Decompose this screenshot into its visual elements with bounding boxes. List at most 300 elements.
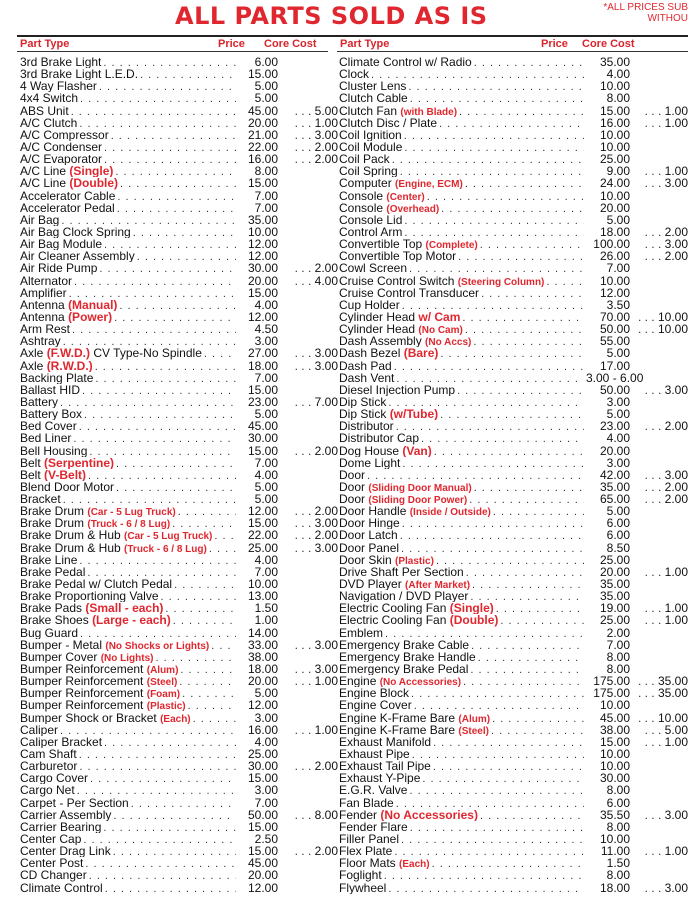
left-header-part-type: Part Type xyxy=(20,38,70,50)
part-row xyxy=(339,882,688,894)
core-cost-value: 1.00 xyxy=(664,602,688,615)
part-row xyxy=(20,129,338,141)
core-cost-cell xyxy=(630,845,688,857)
price-value: 23.00 xyxy=(247,395,278,409)
core-leader-dots: . . . xyxy=(644,493,665,506)
part-name-text: Air Bag Module xyxy=(20,238,103,251)
part-name-text: Console xyxy=(339,189,384,202)
part-name-text: Convertible Top xyxy=(339,238,423,251)
leader-dots xyxy=(457,385,584,396)
price-value: 18.00 xyxy=(247,359,278,372)
part-row xyxy=(20,469,338,481)
part-name xyxy=(339,80,406,92)
part-name xyxy=(20,360,93,372)
part-name-text: Ballast HID xyxy=(20,383,81,396)
part-qualifier: w/ Cam xyxy=(418,310,461,324)
part-name xyxy=(20,190,115,202)
part-name-text: CD Changer xyxy=(20,869,87,882)
price-value: 30.00 xyxy=(247,262,278,275)
core-leader-dots: . . . xyxy=(294,347,315,360)
price-value: 6.00 xyxy=(606,529,630,542)
part-name-text: Antenna xyxy=(20,298,65,311)
right-header-core-cost: Core Cost xyxy=(582,38,635,50)
core-cost-value: 3.00 xyxy=(314,128,338,141)
leader-dots xyxy=(209,543,236,554)
part-name xyxy=(339,578,470,590)
leader-dots xyxy=(409,263,584,274)
core-cost-cell xyxy=(278,517,338,529)
part-name xyxy=(339,420,394,432)
part-row xyxy=(339,311,688,323)
part-row xyxy=(20,92,338,104)
leader-dots xyxy=(103,57,236,68)
core-cost-value: 2.00 xyxy=(664,493,688,506)
part-name xyxy=(339,481,472,493)
part-name-text: Dash Pad xyxy=(339,359,392,372)
part-name xyxy=(339,760,431,772)
part-name-text: Brake Line xyxy=(20,553,78,566)
part-name xyxy=(339,117,437,129)
part-qualifier: (Plastic) xyxy=(146,701,186,712)
part-row xyxy=(20,809,338,821)
part-name xyxy=(339,396,386,408)
leader-dots xyxy=(155,652,236,663)
part-qualifier: (Center) xyxy=(386,191,425,202)
part-row xyxy=(339,432,688,444)
price-value: 16.00 xyxy=(247,153,278,166)
part-name xyxy=(339,153,390,165)
disclaimer-line-2: WITHOU xyxy=(647,13,688,24)
leader-dots xyxy=(88,470,236,481)
part-name-text: Carrier Assembly xyxy=(20,808,112,821)
part-name-text: Cruise Control Switch xyxy=(339,274,455,287)
core-cost-cell xyxy=(630,238,688,250)
part-name xyxy=(339,347,438,359)
price-value: 25.00 xyxy=(599,614,630,627)
leader-dots xyxy=(432,858,584,869)
part-name-text: Convertible Top Motor xyxy=(339,250,457,263)
part-name xyxy=(20,542,207,554)
price-value: 50.00 xyxy=(599,383,630,396)
leader-dots xyxy=(473,336,584,347)
leader-dots xyxy=(408,81,584,92)
core-leader-dots: . . . xyxy=(644,480,665,494)
price-value: 35.00 xyxy=(599,578,630,591)
part-name xyxy=(339,675,461,687)
part-qualifier: (No Shocks or Lights) xyxy=(105,640,210,651)
part-row xyxy=(339,129,688,141)
price-value: 65.00 xyxy=(599,493,630,506)
part-row xyxy=(20,529,338,541)
price-value: 8.00 xyxy=(606,820,630,833)
core-leader-dots: . . . xyxy=(294,395,315,409)
leader-dots xyxy=(116,482,236,493)
price-value: 11.00 xyxy=(600,845,630,858)
leader-dots xyxy=(394,361,584,372)
leader-dots xyxy=(402,518,584,529)
leader-dots xyxy=(63,336,236,347)
part-row xyxy=(339,517,688,529)
part-name-text: Accelerator Cable xyxy=(20,189,116,202)
price-value: 10.00 xyxy=(599,128,630,141)
part-qualifier: (Sliding Door Manual) xyxy=(368,482,472,494)
part-name-text: Exhaust Tail Pipe xyxy=(339,760,431,773)
part-name xyxy=(339,275,544,287)
part-name xyxy=(20,202,115,214)
part-name xyxy=(339,445,432,457)
part-name xyxy=(20,517,170,529)
part-name xyxy=(339,238,478,250)
part-name xyxy=(339,687,409,699)
core-cost-cell xyxy=(630,493,688,505)
leader-dots xyxy=(173,615,236,626)
part-name xyxy=(339,627,383,639)
part-name-text: Dome Light xyxy=(339,456,401,469)
part-row xyxy=(20,566,338,578)
part-name xyxy=(339,663,468,675)
part-name-text: Emergency Brake Cable xyxy=(339,638,470,651)
price-value: 15.00 xyxy=(247,772,278,785)
price-value: 42.00 xyxy=(599,468,630,481)
part-row xyxy=(339,566,688,578)
part-qualifier: (Each) xyxy=(399,859,430,870)
left-header-core-cost: Core Cost xyxy=(264,38,317,50)
core-cost-cell xyxy=(630,481,688,493)
part-row xyxy=(339,56,688,68)
part-name xyxy=(20,736,102,748)
part-name xyxy=(339,542,399,554)
part-name xyxy=(20,857,83,869)
leader-dots xyxy=(465,178,584,189)
part-name xyxy=(20,372,93,384)
leader-dots xyxy=(371,69,584,80)
price-value: 15.00 xyxy=(247,517,278,530)
price-value: 1.50 xyxy=(254,602,278,615)
part-row xyxy=(339,760,688,772)
core-cost-value: 1.00 xyxy=(664,104,688,117)
part-row xyxy=(20,226,338,238)
price-value: 15.00 xyxy=(247,286,278,299)
part-name xyxy=(20,323,70,335)
part-name-text: Axle xyxy=(20,359,44,372)
core-cost-value: 2.00 xyxy=(314,444,338,457)
core-cost-cell xyxy=(630,384,688,396)
leader-dots xyxy=(104,737,236,748)
price-value: 3.00 xyxy=(606,395,630,409)
part-name-text: Air Bag xyxy=(20,213,60,226)
part-name xyxy=(20,821,101,833)
part-row xyxy=(339,833,688,845)
part-name xyxy=(339,105,457,117)
leader-dots xyxy=(396,798,584,809)
part-name xyxy=(20,153,102,165)
part-row xyxy=(20,712,338,724)
price-value: 4.00 xyxy=(254,298,278,311)
price-value: 45.00 xyxy=(247,420,278,433)
part-row xyxy=(20,165,338,177)
part-qualifier: (After Market) xyxy=(405,580,471,591)
page-title: ALL PARTS SOLD AS IS xyxy=(175,2,488,30)
price-value: 27.00 xyxy=(247,347,278,360)
part-name-text: Brake Proportioning Valve xyxy=(20,590,159,603)
leader-dots xyxy=(85,858,236,869)
part-row xyxy=(339,190,688,202)
part-name-text: Bumper Reinforcement xyxy=(20,687,144,700)
part-name xyxy=(20,214,59,226)
price-value: 175.00 xyxy=(593,675,630,688)
part-name xyxy=(339,92,408,104)
part-name xyxy=(20,117,77,129)
part-name-text: Brake Pads xyxy=(20,602,83,615)
price-value: 6.00 xyxy=(254,56,278,69)
core-leader-dots: . . . xyxy=(294,808,315,821)
part-name xyxy=(20,469,86,481)
part-name-text: 4x4 Switch xyxy=(20,92,79,105)
part-name-text: Battery xyxy=(20,395,59,409)
part-row xyxy=(20,384,338,396)
part-qualifier: (Single) xyxy=(69,165,114,178)
part-row xyxy=(20,287,338,299)
leader-dots xyxy=(388,397,584,408)
part-name xyxy=(20,80,97,92)
core-cost-cell xyxy=(630,882,688,894)
part-row xyxy=(339,614,688,626)
leader-dots xyxy=(392,154,584,165)
price-value: 5.00 xyxy=(254,687,278,700)
part-row xyxy=(339,857,688,869)
part-name xyxy=(339,214,402,226)
leader-dots xyxy=(469,494,584,505)
price-value: 25.00 xyxy=(247,541,278,554)
part-name-text: Console Lid xyxy=(339,213,403,226)
price-value: 10.00 xyxy=(599,833,630,846)
core-cost-cell xyxy=(630,250,688,262)
core-cost-value: 3.00 xyxy=(314,347,338,360)
part-row xyxy=(339,699,688,711)
part-row xyxy=(339,165,688,177)
part-name-text: Air Cleaner Assembly xyxy=(20,250,135,263)
price-value: 5.00 xyxy=(254,493,278,506)
leader-dots xyxy=(77,785,236,796)
price-value: 33.00 xyxy=(247,638,278,651)
part-name-text: Center Drag Link xyxy=(20,845,111,858)
part-name-text: Cup Holder xyxy=(339,298,400,311)
part-row xyxy=(339,493,688,505)
leader-dots xyxy=(214,530,236,541)
part-name-text: Backing Plate xyxy=(20,371,94,384)
part-name-text: Bumper - Metal xyxy=(20,638,103,651)
part-row xyxy=(339,663,688,675)
core-cost-value: 3.00 xyxy=(664,238,688,251)
leader-dots xyxy=(496,603,584,614)
part-row xyxy=(20,845,338,857)
part-name-text: Center Post xyxy=(20,857,84,870)
leader-dots xyxy=(180,664,236,675)
price-value: 4.00 xyxy=(254,735,278,749)
leader-dots xyxy=(466,567,584,578)
part-name-text: Clutch Fan xyxy=(339,104,398,117)
core-cost-value: 1.00 xyxy=(314,675,338,688)
part-row xyxy=(20,675,338,687)
price-value: 12.00 xyxy=(247,310,278,324)
part-qualifier: (Inside / Outside) xyxy=(409,507,491,518)
part-name-text: Door Handle xyxy=(339,505,407,518)
leader-dots xyxy=(410,93,584,104)
part-qualifier: (Bare) xyxy=(403,347,439,360)
leader-dots xyxy=(84,409,236,420)
leader-dots xyxy=(388,883,584,894)
part-name-text: Flywheel xyxy=(339,881,387,894)
core-leader-dots: . . . xyxy=(294,116,315,129)
part-name-text: Floor Mats xyxy=(339,857,396,870)
part-name-text: Bumper Reinforcement xyxy=(20,699,144,712)
core-cost-value: 5.00 xyxy=(664,723,688,736)
part-name xyxy=(339,784,407,796)
part-name xyxy=(339,262,407,274)
part-row xyxy=(20,602,338,614)
part-row xyxy=(339,602,688,614)
core-cost-value: 2.00 xyxy=(314,529,338,542)
part-name-text: Blend Door Motor xyxy=(20,480,115,494)
part-row xyxy=(20,347,338,359)
part-name xyxy=(339,457,400,469)
leader-dots xyxy=(439,118,584,129)
part-qualifier: (Foam) xyxy=(146,689,181,700)
part-row xyxy=(339,117,688,129)
price-value: 13.00 xyxy=(247,590,278,603)
core-cost-cell xyxy=(278,663,338,675)
core-cost-cell xyxy=(630,117,688,129)
part-row xyxy=(339,92,688,104)
part-name xyxy=(339,408,438,420)
part-name-text: Air Ride Pump xyxy=(20,262,98,275)
core-cost-cell xyxy=(278,360,338,372)
core-leader-dots: . . . xyxy=(294,541,315,554)
core-cost-cell xyxy=(630,165,688,177)
right-header-underline xyxy=(337,51,688,52)
part-row xyxy=(339,869,688,881)
core-cost-value: 35.00 xyxy=(657,675,688,688)
part-name xyxy=(339,614,498,626)
part-name-text: Clutch Cable xyxy=(339,92,408,105)
part-name xyxy=(339,311,460,323)
price-value: 10.00 xyxy=(599,189,630,202)
part-row xyxy=(339,262,688,274)
part-row xyxy=(339,68,688,80)
part-row xyxy=(339,675,688,687)
leader-dots xyxy=(113,810,236,821)
part-row xyxy=(339,797,688,809)
price-value: 8.00 xyxy=(606,92,630,105)
core-cost-cell xyxy=(278,760,338,772)
core-cost-value: 3.00 xyxy=(664,808,688,821)
part-name-text: Exhaust Y-Pipe xyxy=(339,772,421,785)
price-value: 1.50 xyxy=(606,857,630,870)
core-leader-dots: . . . xyxy=(294,104,315,117)
part-row xyxy=(20,542,338,554)
core-cost-cell xyxy=(630,675,688,687)
part-name xyxy=(20,578,172,590)
part-name xyxy=(339,639,469,651)
part-row xyxy=(339,772,688,784)
leader-dots xyxy=(131,798,236,809)
leader-dots xyxy=(463,676,584,687)
core-leader-dots: . . . xyxy=(294,274,315,287)
part-row xyxy=(20,578,338,590)
leader-dots xyxy=(111,130,236,141)
part-name xyxy=(20,165,113,177)
price-value: 55.00 xyxy=(599,335,630,348)
core-cost-cell xyxy=(278,724,338,736)
core-leader-dots: . . . xyxy=(294,663,315,676)
part-qualifier: (No Accessories) xyxy=(379,677,462,688)
part-name xyxy=(20,238,102,250)
price-value: 22.00 xyxy=(247,140,278,154)
part-row xyxy=(20,445,338,457)
part-name-text: Coil Spring xyxy=(339,165,398,178)
part-name xyxy=(20,675,177,687)
price-value: 50.00 xyxy=(247,808,278,821)
part-name-text: Door xyxy=(339,468,366,481)
leader-dots xyxy=(179,676,236,687)
price-value: 2.50 xyxy=(254,833,278,846)
part-name-text: Exhaust Pipe xyxy=(339,748,410,761)
leader-dots xyxy=(204,348,236,359)
core-cost-cell xyxy=(630,809,688,821)
core-cost-value: 3.00 xyxy=(314,517,338,530)
price-value: 15.00 xyxy=(247,383,278,396)
part-name-text: Door Hinge xyxy=(339,517,400,530)
part-name-text: Bed Liner xyxy=(20,432,72,445)
leader-dots xyxy=(472,579,584,590)
core-cost-cell xyxy=(630,177,688,189)
core-leader-dots: . . . xyxy=(294,517,315,530)
leader-dots xyxy=(73,433,236,444)
price-value: 8.00 xyxy=(606,663,630,676)
leader-dots xyxy=(83,834,236,845)
leader-dots xyxy=(491,725,584,736)
part-name-text: Exhaust Manifold xyxy=(339,735,432,749)
part-name xyxy=(20,797,129,809)
price-value: 30.00 xyxy=(599,772,630,785)
part-name-text: Battery Box xyxy=(20,408,83,421)
price-value: 15.00 xyxy=(247,68,278,81)
core-cost-cell xyxy=(630,602,688,614)
price-value: 25.00 xyxy=(599,553,630,566)
part-name-text: Fender xyxy=(339,808,378,821)
part-name-text: Bed Cover xyxy=(20,420,77,433)
part-name-text: Carpet - Per Section xyxy=(20,796,129,809)
part-name-text: A/C Line xyxy=(20,177,67,190)
part-name-text: Climate Control w/ Radio xyxy=(339,56,472,69)
part-name-text: Cowl Screen xyxy=(339,262,408,275)
price-value: 7.00 xyxy=(254,201,278,214)
price-value: 35.50 xyxy=(599,808,630,821)
part-name-text: Door xyxy=(339,493,366,506)
core-leader-dots: . . . xyxy=(294,638,315,651)
price-value: 7.00 xyxy=(254,565,278,579)
price-value: 3.00 xyxy=(606,456,630,469)
core-cost-cell xyxy=(278,129,338,141)
part-name xyxy=(20,347,202,359)
core-leader-dots: . . . xyxy=(294,675,315,688)
leader-dots xyxy=(61,215,236,226)
core-cost-cell xyxy=(630,311,688,323)
part-name-text: Drive Shaft Per Section xyxy=(339,565,464,579)
leader-dots xyxy=(71,106,236,117)
core-cost-value: 2.00 xyxy=(314,262,338,275)
leader-dots xyxy=(82,385,236,396)
